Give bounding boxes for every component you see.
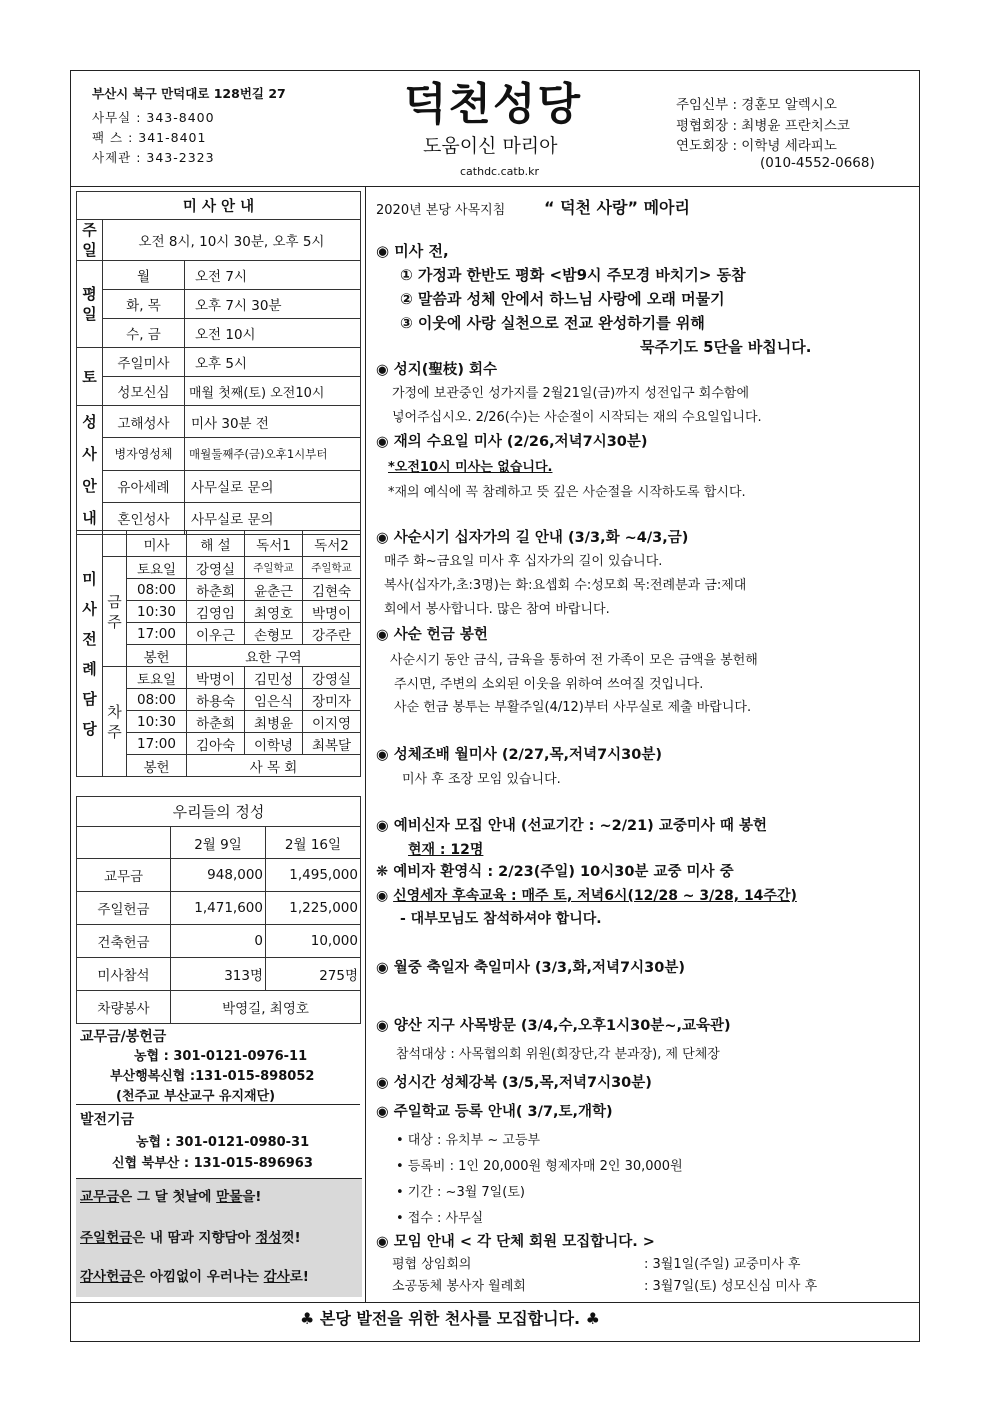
- notice-line: 미사 후 조장 모임 있습니다.: [402, 772, 561, 787]
- notice-line: • 접수 : 사무실: [396, 1211, 484, 1226]
- slogan-line: 교무금은 그 달 첫날에 맏물을!: [80, 1189, 262, 1205]
- notice-line: 복사(십자가,초:3명)는 화:요셉회 수:성모회 목:전례분과 금:제대: [384, 578, 747, 593]
- week1-offering: 요한 구역: [187, 645, 361, 667]
- duty-reader2: 박명이: [303, 601, 361, 623]
- duty-mass: 10:30: [127, 711, 187, 733]
- liturgy-duty-table: [76, 530, 361, 777]
- offering-date: 2월 9일: [171, 827, 266, 859]
- saturday-item: 성모신심: [103, 377, 185, 406]
- notice-line: 주시면, 주변의 소외된 이웃을 위하여 쓰여질 것입니다.: [394, 677, 704, 692]
- weekday-day: 월: [103, 261, 185, 290]
- notice-title: ❋ 예비자 환영식 : 2/23(주일) 10시30분 교중 미사 중: [376, 864, 734, 880]
- notice-title: ◉ 예비신자 모집 안내 (선교기간 : ~2/21) 교중미사 때 봉헌: [376, 818, 767, 834]
- duty-mass: 17:00: [127, 733, 187, 755]
- duty-header: 독서1: [245, 531, 303, 557]
- notice-title: ◉ 재의 수요일 미사 (2/26,저녁7시30분): [376, 434, 648, 450]
- duty-header: 미사: [127, 531, 187, 557]
- notice-line: ③ 이웃에 사랑 실천으로 전교 완성하기를 위해: [400, 314, 705, 332]
- offering-value: 1,495,000: [266, 859, 361, 892]
- saturday-item: 주일미사: [103, 348, 185, 377]
- notice-line: 넣어주십시오. 2/26(수)는 사순절이 시작되는 재의 수요일입니다.: [392, 410, 762, 425]
- week1-label: 금주: [103, 557, 127, 667]
- meeting-time: : 3월7일(토) 성모신심 미사 후: [644, 1279, 818, 1294]
- account-line: 부산행복신협 :131-015-898052: [110, 1069, 315, 1084]
- account-line: 신협 북부산 : 131-015-896963: [112, 1156, 313, 1171]
- notice-title: ◉ 주일학교 등록 안내( 3/7,토,개학): [376, 1104, 613, 1120]
- footer-divider: [70, 1302, 920, 1303]
- council-president: 평협회장 : 최병윤 프란치스코: [676, 118, 850, 134]
- offering-value: 1,471,600: [171, 892, 266, 925]
- notice-title: ◉ 월중 축일자 축일미사 (3/3,화,저녁7시30분): [376, 960, 685, 976]
- sunday-label: 주일: [77, 220, 103, 261]
- offering-label: 주일헌금: [77, 892, 171, 925]
- weekday-time: 오후 7시 30분: [185, 290, 361, 319]
- sacrament-name: 혼인성사: [103, 502, 185, 534]
- sacrament-info: 미사 30분 전: [185, 406, 361, 438]
- offering-label: 미사참석: [77, 958, 171, 991]
- notice-line: 매주 화~금요일 미사 후 십자가의 길이 있습니다.: [384, 554, 663, 569]
- duty-reader1: 임은식: [245, 689, 303, 711]
- offering-label: 봉헌: [127, 645, 187, 667]
- duty-commentator: 김아숙: [187, 733, 245, 755]
- offering-date: 2월 16일: [266, 827, 361, 859]
- patron-name: 도움이신 마리아: [423, 135, 558, 157]
- regional-phone: (010-4552-0668): [760, 155, 875, 171]
- office-phone: 사무실 : 343-8400: [92, 110, 215, 125]
- duty-mass: 토요일: [127, 557, 187, 579]
- notice-line: • 대상 : 유치부 ~ 고등부: [396, 1133, 541, 1148]
- notice-title: ◉ 성시간 성체강복 (3/5,목,저녁7시30분): [376, 1075, 652, 1091]
- account-line: 농협 : 301-0121-0976-11: [134, 1049, 308, 1064]
- duty-reader1: 윤춘근: [245, 579, 303, 601]
- saturday-time: 매월 첫째(토) 오전10시: [185, 377, 361, 406]
- notice-line: 사순시기 동안 금식, 금육을 통하여 전 가족이 모은 금액을 봉헌해: [390, 653, 758, 668]
- pastor: 주임신부 : 경훈모 알렉시오: [676, 97, 837, 113]
- duty-reader2: 강영실: [303, 667, 361, 689]
- meeting-time: : 3월1일(주일) 교중미사 후: [644, 1257, 801, 1272]
- sacrament-info: 사무실로 문의: [185, 470, 361, 502]
- guideline-motto: “ 덕천 사랑” 메아리: [544, 198, 690, 217]
- notice-line: 현재 : 12명: [408, 842, 484, 858]
- offering-label: 봉헌: [127, 755, 187, 777]
- mass-guide-table: [76, 191, 361, 535]
- sacrament-name: 고해성사: [103, 406, 185, 438]
- notice-line: 참석대상 : 사목협의회 위원(회장단,각 분과장), 제 단체장: [396, 1047, 720, 1062]
- sunday-times: 오전 8시, 10시 30분, 오후 5시: [103, 220, 361, 261]
- notice-title: ◉ 모임 안내 < 각 단체 회원 모집합니다. >: [376, 1234, 655, 1250]
- duty-reader1: 최병윤: [245, 711, 303, 733]
- notice-title: ◉ 미사 전,: [376, 242, 449, 260]
- duty-commentator: 박명이: [187, 667, 245, 689]
- offering-value: 313명: [171, 958, 266, 991]
- notice-line: *재의 예식에 꼭 참례하고 뜻 깊은 사순절을 시작하도록 합시다.: [388, 485, 746, 500]
- duty-reader2: 장미자: [303, 689, 361, 711]
- car-service-label: 차량봉사: [77, 991, 171, 1024]
- notice-title: ◉ 성지(聖枝) 회수: [376, 362, 498, 378]
- notice-line: - 대부모님도 참석하셔야 합니다.: [400, 911, 602, 927]
- notice-title: ◉ 사순 헌금 봉헌: [376, 627, 488, 643]
- duty-reader2: 강주란: [303, 623, 361, 645]
- notice-line: 가정에 보관중인 성가지를 2월21일(금)까지 성전입구 회수함에: [392, 386, 750, 401]
- week2-offering: 사 목 회: [187, 755, 361, 777]
- week2-label: 차주: [103, 667, 127, 777]
- duty-reader1: 주일학교: [245, 557, 303, 579]
- duty-commentator: 김영임: [187, 601, 245, 623]
- notice-line: *오전10시 미사는 없습니다.: [388, 460, 553, 475]
- offering-corner: [77, 827, 171, 859]
- footer-banner: ♣ 본당 발전을 위한 천사를 모집합니다. ♣: [300, 1309, 601, 1328]
- duty-commentator: 강영실: [187, 557, 245, 579]
- weekday-day: 수, 금: [103, 319, 185, 348]
- duty-commentator: 하춘희: [187, 711, 245, 733]
- duty-reader2: 최복달: [303, 733, 361, 755]
- duty-reader1: 이학녕: [245, 733, 303, 755]
- duty-reader2: 김현숙: [303, 579, 361, 601]
- notice-line: 사순 헌금 봉투는 부활주일(4/12)부터 사무실로 제출 바랍니다.: [394, 700, 752, 715]
- offering-value: 1,225,000: [266, 892, 361, 925]
- notice-title: ◉ 사순시기 십자가의 길 안내 (3/3,화 ~4/3,금): [376, 530, 689, 546]
- sacrament-label: 성사안내: [77, 406, 103, 535]
- duty-reader2: 이지영: [303, 711, 361, 733]
- duty-mass: 10:30: [127, 601, 187, 623]
- notice-title: ◉ 신영세자 후속교육 : 매주 토, 저녁6시(12/28 ~ 3/28, 14주간): [376, 888, 797, 904]
- meeting-name: 소공동체 봉사자 월례회: [392, 1279, 526, 1294]
- notice-title: ◉ 양산 지구 사목방문 (3/4,수,오후1시30분~,교육관): [376, 1018, 731, 1034]
- offering-value: 10,000: [266, 925, 361, 958]
- duty-reader1: 최영호: [245, 601, 303, 623]
- notice-line: 묵주기도 5단을 바칩니다.: [640, 338, 812, 356]
- notice-line: 회에서 봉사합니다. 많은 참여 바랍니다.: [384, 602, 610, 617]
- offering-value: 948,000: [171, 859, 266, 892]
- sacrament-name: 유아세례: [103, 470, 185, 502]
- accounts-title-2: 발전기금: [80, 1112, 135, 1128]
- offering-value: 275명: [266, 958, 361, 991]
- duty-mass: 토요일: [127, 667, 187, 689]
- duty-side-label: 미사전례담당: [77, 531, 103, 777]
- duty-reader2: 주일학교: [303, 557, 361, 579]
- offering-title: 우리들의 정성: [77, 797, 361, 827]
- weekday-time: 오전 10시: [185, 319, 361, 348]
- duty-reader1: 손형모: [245, 623, 303, 645]
- offering-label: 건축헌금: [77, 925, 171, 958]
- duty-mass: 08:00: [127, 689, 187, 711]
- rectory-phone: 사제관 : 343-2323: [92, 150, 215, 165]
- sacrament-info: 사무실로 문의: [185, 502, 361, 534]
- fax-number: 팩 스 : 341-8401: [92, 130, 207, 145]
- duty-commentator: 하춘희: [187, 579, 245, 601]
- duty-mass: 08:00: [127, 579, 187, 601]
- meeting-name: 평협 상임회의: [392, 1257, 472, 1272]
- slogan-line: 주일헌금은 내 땀과 지향담아 정성껏!: [80, 1230, 301, 1246]
- guideline-year: 2020년 본당 사목지침: [376, 203, 506, 218]
- duty-header: 독서2: [303, 531, 361, 557]
- duty-mass: 17:00: [127, 623, 187, 645]
- address: 부산시 북구 만덕대로 128번길 27: [92, 86, 286, 101]
- duty-commentator: 이우근: [187, 623, 245, 645]
- mass-guide-title: 미 사 안 내: [77, 192, 361, 220]
- header-divider: [70, 186, 920, 187]
- header-corner: [103, 531, 127, 557]
- slogan-line: 감사헌금은 아낌없이 우러나는 감사로!: [80, 1269, 309, 1285]
- duty-commentator: 하용숙: [187, 689, 245, 711]
- regional-president: 연도회장 : 이학녕 세라피노: [676, 138, 837, 154]
- duty-header: 해 설: [187, 531, 245, 557]
- car-service-value: 박영길, 최영호: [171, 991, 361, 1024]
- saturday-label: 토: [77, 348, 103, 406]
- sacrament-info: 매월둘째주(금)오후1시부터: [185, 438, 361, 470]
- offering-value: 0: [171, 925, 266, 958]
- weekday-label: 평일: [77, 261, 103, 348]
- notice-line: • 등록비 : 1인 20,000원 형제자매 2인 30,000원: [396, 1159, 683, 1174]
- notice-title: ◉ 성체조배 월미사 (2/27,목,저녁7시30분): [376, 747, 662, 763]
- weekday-time: 오전 7시: [185, 261, 361, 290]
- accounts-title-1: 교무금/봉헌금: [80, 1029, 167, 1045]
- sacrament-name: 병자영성체: [103, 438, 185, 470]
- church-name: 덕천성당: [404, 79, 583, 130]
- column-divider: [365, 186, 366, 1302]
- weekday-day: 화, 목: [103, 290, 185, 319]
- notice-line: • 기간 : ~3월 7일(토): [396, 1185, 525, 1200]
- notice-line: ② 말씀과 성체 안에서 하느님 사랑에 오래 머물기: [400, 290, 725, 308]
- duty-reader1: 김민성: [245, 667, 303, 689]
- account-owner: (천주교 부산교구 유지재단): [116, 1089, 276, 1104]
- offering-label: 교무금: [77, 859, 171, 892]
- account-line: 농협 : 301-0121-0980-31: [136, 1135, 310, 1150]
- offering-table: [76, 796, 361, 1024]
- saturday-time: 오후 5시: [185, 348, 361, 377]
- website: cathdc.catb.kr: [460, 165, 540, 178]
- notice-line: ① 가정과 한반도 평화 <밤9시 주모경 바치기> 동참: [400, 266, 746, 284]
